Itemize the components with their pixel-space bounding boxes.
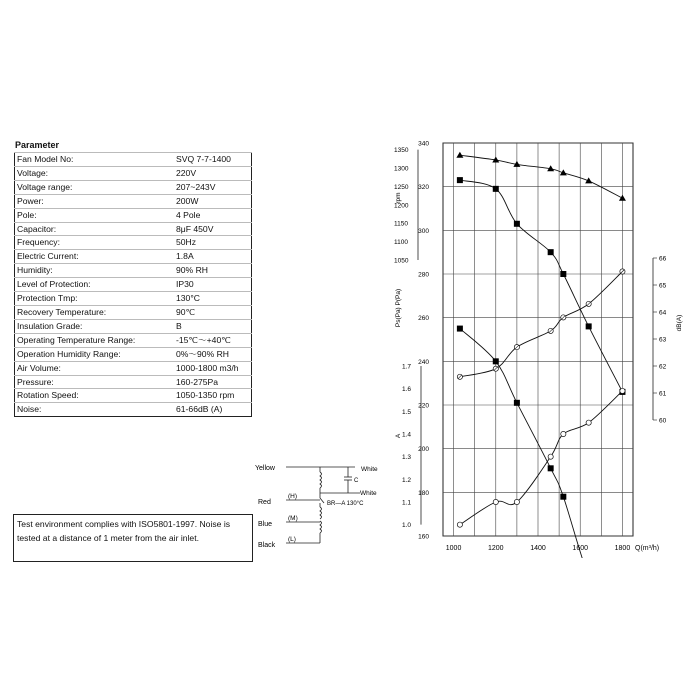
pressure-tick-label: 200 [418, 446, 429, 454]
pressure-tick-label: 180 [418, 489, 429, 497]
speed-tick-label: 1100 [394, 239, 408, 247]
current-point [561, 431, 566, 436]
parameter-label: Recovery Temperature: [15, 305, 175, 319]
parameter-label: Air Volume: [15, 361, 175, 375]
current-point [620, 388, 625, 393]
parameter-value: 0%～90% RH [174, 347, 252, 361]
parameter-row [15, 180, 252, 194]
pressure-tick-label: 160 [418, 533, 429, 541]
parameter-value: 1000-1800 m3/h [174, 361, 252, 375]
parameter-value: B [174, 319, 252, 333]
noise-tick-label: 63 [659, 336, 667, 344]
noise-tick-label: 60 [659, 417, 667, 425]
wiring-diagram [250, 455, 385, 555]
pressure-tick-label: 220 [418, 402, 429, 410]
x-tick-label: 1000 [445, 545, 462, 552]
tap-label-l: (L) [288, 536, 296, 543]
speed-tick-label: 1150 [394, 220, 408, 228]
wire-label-white-bottom: White [360, 490, 377, 497]
wire-label-red: Red [258, 499, 271, 506]
noise-axis-label: dB(A) [676, 314, 683, 332]
parameter-value: SVQ 7-7-1400 [174, 153, 252, 167]
x-axis-label: Q(m³/h) [635, 545, 660, 552]
series-line-dba [460, 272, 623, 377]
parameter-row [15, 375, 252, 389]
parameter-value: 4 Pole [174, 208, 252, 222]
wire-label-black: Black [258, 542, 276, 549]
pressure-point [548, 249, 554, 255]
wire-label-yellow: Yellow [255, 465, 275, 472]
pressure-tick-label: 260 [418, 315, 429, 323]
parameter-value: 200W [174, 194, 252, 208]
parameter-row [15, 403, 252, 417]
parameter-value: IP30 [174, 278, 252, 292]
current-axis-label: A [395, 433, 402, 439]
speed-tick-label: 1050 [394, 257, 409, 265]
x-tick-label: 1200 [487, 545, 504, 552]
parameter-label: Insulation Grade: [15, 319, 175, 333]
pressure-axis-label: Ps(Pa) P(Pa) [395, 288, 402, 328]
parameter-row [15, 194, 252, 208]
pressure-point [560, 271, 566, 277]
parameter-label: Noise: [15, 403, 175, 417]
series-line-p [460, 180, 623, 392]
parameter-label: Protection Tmp: [15, 292, 175, 306]
parameter-label: Frequency: [15, 236, 175, 250]
series-line-rpm [460, 155, 623, 198]
rpm-point [456, 152, 463, 158]
parameter-row [15, 250, 252, 264]
parameter-label: Pole: [15, 208, 175, 222]
parameter-value: 90℃ [174, 305, 252, 319]
wire-label-blue: Blue [258, 521, 273, 528]
performance-chart [388, 138, 694, 558]
current-point [586, 420, 591, 425]
parameter-value: 50Hz [174, 236, 252, 250]
current-tick-label: 1.6 [402, 386, 412, 394]
parameter-label: Fan Model No: [15, 153, 175, 167]
parameter-row [15, 361, 252, 375]
pressure-point [493, 358, 499, 364]
current-tick-label: 1.5 [402, 408, 412, 416]
rpm-point [585, 177, 592, 183]
parameter-label: Voltage: [15, 166, 175, 180]
rpm-point [619, 195, 626, 201]
parameter-value: 130°C [174, 292, 252, 306]
parameter-value: 61-66dB (A) [174, 403, 252, 417]
speed-axis-label: rpm [395, 192, 402, 204]
thermal-protector-label: BR—A 130°C [327, 501, 364, 507]
parameter-value: 220V [174, 166, 252, 180]
noise-tick-label: 66 [659, 255, 667, 263]
parameter-label: Voltage range: [15, 180, 175, 194]
noise-tick-label: 65 [659, 282, 667, 290]
parameter-row [15, 389, 252, 403]
current-tick-label: 1.2 [402, 476, 412, 484]
parameter-label: Operation Humidity Range: [15, 347, 175, 361]
parameter-value: -15℃～+40℃ [174, 333, 252, 347]
pressure-point [560, 494, 566, 500]
current-point [548, 454, 553, 459]
parameter-row [15, 278, 252, 292]
current-tick-label: 1.7 [402, 363, 412, 371]
parameter-row [15, 222, 252, 236]
parameter-label: Operating Temperature Range: [15, 333, 175, 347]
pressure-point [457, 326, 463, 332]
pressure-tick-label: 320 [418, 184, 429, 192]
speed-tick-label: 1350 [394, 147, 409, 155]
tap-label-h: (H) [288, 493, 298, 500]
speed-tick-label: 1300 [394, 165, 409, 173]
current-point [493, 499, 498, 504]
parameter-label: Power: [15, 194, 175, 208]
noise-tick-label: 64 [659, 309, 667, 317]
parameter-label: Humidity: [15, 264, 175, 278]
parameter-value: 90% RH [174, 264, 252, 278]
x-tick-label: 1800 [614, 545, 631, 552]
pressure-point [514, 221, 520, 227]
pressure-tick-label: 280 [418, 271, 429, 279]
parameter-label: Capacitor: [15, 222, 175, 236]
parameter-row [15, 153, 252, 167]
parameter-row [15, 292, 252, 306]
pressure-point [548, 465, 554, 471]
x-tick-label: 1400 [530, 545, 546, 552]
speed-tick-label: 1250 [394, 183, 409, 191]
parameter-label: Level of Protection: [15, 278, 175, 292]
parameter-row [15, 236, 252, 250]
current-tick-label: 1.4 [402, 431, 412, 439]
noise-tick-label: 61 [659, 390, 667, 398]
parameter-value: 1050-1350 rpm [174, 389, 252, 403]
parameter-title: Parameter [15, 140, 60, 150]
parameter-value: 8μF 450V [174, 222, 252, 236]
pressure-point [493, 186, 499, 192]
speed-tick-label: 1200 [394, 202, 409, 210]
pressure-point [457, 177, 463, 183]
parameter-row [15, 208, 252, 222]
current-tick-label: 1.0 [402, 522, 412, 530]
parameter-row [15, 333, 252, 347]
pressure-tick-label: 300 [418, 227, 429, 235]
current-tick-label: 1.3 [402, 454, 412, 462]
parameter-label: Pressure: [15, 375, 175, 389]
parameter-label: Electric Current: [15, 250, 175, 264]
parameter-value: 1.8A [174, 250, 252, 264]
parameter-value: 207~243V [174, 180, 252, 194]
current-tick-label: 1.1 [402, 499, 412, 507]
noise-tick-label: 62 [659, 363, 667, 371]
current-point [514, 499, 519, 504]
capacitor-label: C [354, 478, 359, 484]
pressure-tick-label: 340 [418, 140, 429, 148]
parameter-row [15, 264, 252, 278]
x-tick-label: 1600 [572, 545, 589, 552]
parameter-value: 160-275Pa [174, 375, 252, 389]
pressure-point [586, 323, 592, 329]
series-line-ps [460, 329, 623, 558]
wire-label-white-top: White [361, 466, 378, 473]
test-environment-note: Test environment complies with ISO5801-1997. Noise is tested at a distance of 1 meter from the air inlet. [13, 514, 253, 562]
parameter-table [14, 152, 252, 417]
parameter-row [15, 305, 252, 319]
current-point [457, 522, 462, 527]
parameter-row [15, 347, 252, 361]
parameter-label: Rotation Speed: [15, 389, 175, 403]
tap-label-m: (M) [288, 515, 298, 522]
parameter-row [15, 166, 252, 180]
parameter-row [15, 319, 252, 333]
pressure-tick-label: 240 [418, 358, 429, 366]
series-line-a [460, 391, 623, 525]
pressure-point [514, 400, 520, 406]
